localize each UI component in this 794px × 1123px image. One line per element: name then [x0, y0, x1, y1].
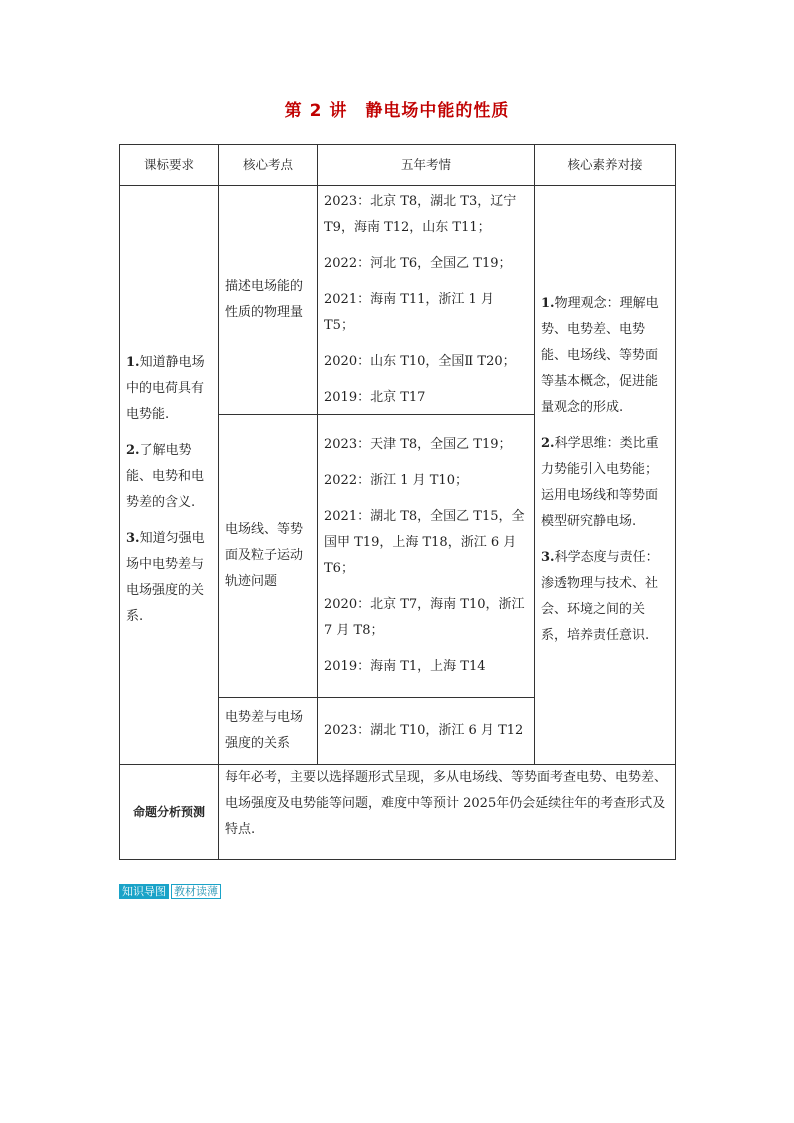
- literacy-text: 科学态度与责任：渗透物理与技术、社会、环境之间的关系，培养责任意识.: [541, 550, 659, 643]
- exam-line: 2021：海南 T11，浙江 1 月 T5；: [324, 292, 494, 333]
- table-row: [120, 186, 676, 415]
- literacy-number: 3.: [541, 550, 555, 565]
- requirements-cell: [120, 186, 219, 765]
- prediction-row: [120, 765, 676, 860]
- topic-cell: 电势差与电场强度的关系: [219, 698, 318, 765]
- literacy-text: 物理观念：理解电势、电势差、电势能、电场线、等势面等基本概念，促进能量观念的形成.: [541, 296, 659, 415]
- requirement-number: 1.: [126, 355, 140, 370]
- topic-cell: 描述电场能的性质的物理量: [219, 186, 318, 415]
- exam-cell: [318, 698, 535, 765]
- exam-line: 2020：北京 T7，海南 T10，浙江 7 月 T8；: [324, 597, 525, 638]
- exam-line: 2023：北京 T8，湖北 T3，辽宁 T9，海南 T12，山东 T11；: [324, 194, 517, 235]
- prediction-label: 命题分析预测: [120, 765, 219, 860]
- requirement-text: 知道匀强电场中电势差与电场强度的关系.: [126, 531, 205, 624]
- literacy-number: 2.: [541, 436, 555, 451]
- requirement-text: 知道静电场中的电荷具有电势能.: [126, 355, 205, 422]
- literacy-item: [541, 545, 669, 649]
- requirement-item: [126, 526, 212, 630]
- tag-textbook-reading: 教材读薄: [171, 884, 221, 899]
- tag-knowledge-map: 知识导图: [119, 884, 169, 899]
- header-cell: 课标要求: [120, 145, 219, 186]
- exam-cell: [318, 186, 535, 415]
- exam-cell: [318, 415, 535, 698]
- exam-line: 2019：海南 T1，上海 T14: [324, 659, 486, 674]
- requirement-text: 了解电势能、电势和电势差的含义.: [126, 443, 205, 510]
- page-title: 第 2 讲 静电场中能的性质: [284, 101, 510, 121]
- section-tags: [119, 884, 221, 899]
- exam-line: 2023：湖北 T10，浙江 6 月 T12: [324, 723, 524, 738]
- requirement-number: 3.: [126, 531, 140, 546]
- exam-line: 2021：湖北 T8，全国乙 T15，全国甲 T19，上海 T18，浙江 6 月 T6；: [324, 509, 525, 576]
- prediction-text: 每年必考，主要以选择题形式呈现，多从电场线、等势面考查电势、电势差、电场强度及电势能等问题，难度中等预计 2025年仍会延续往年的考查形式及特点.: [219, 765, 676, 860]
- exam-line: 2022：浙江 1 月 T10；: [324, 473, 468, 488]
- exam-line: 2020：山东 T10，全国Ⅱ T20；: [324, 354, 516, 369]
- overview-table: [119, 144, 676, 860]
- header-cell: 五年考情: [318, 145, 535, 186]
- requirement-item: [126, 350, 212, 428]
- exam-line: 2019：北京 T17: [324, 390, 426, 405]
- literacy-number: 1.: [541, 296, 555, 311]
- literacy-item: [541, 291, 669, 421]
- literacy-text: 科学思维：类比重力势能引入电势能；运用电场线和等势面模型研究静电场.: [541, 436, 659, 529]
- topic-cell: 电场线、等势面及粒子运动轨迹问题: [219, 415, 318, 698]
- literacy-item: [541, 431, 669, 535]
- header-cell: 核心考点: [219, 145, 318, 186]
- header-cell: 核心素养对接: [535, 145, 676, 186]
- literacy-cell: [535, 186, 676, 765]
- table-header-row: [120, 145, 676, 186]
- requirement-item: [126, 438, 212, 516]
- exam-line: 2023：天津 T8，全国乙 T19；: [324, 437, 512, 452]
- requirement-number: 2.: [126, 443, 140, 458]
- exam-line: 2022：河北 T6，全国乙 T19；: [324, 256, 512, 271]
